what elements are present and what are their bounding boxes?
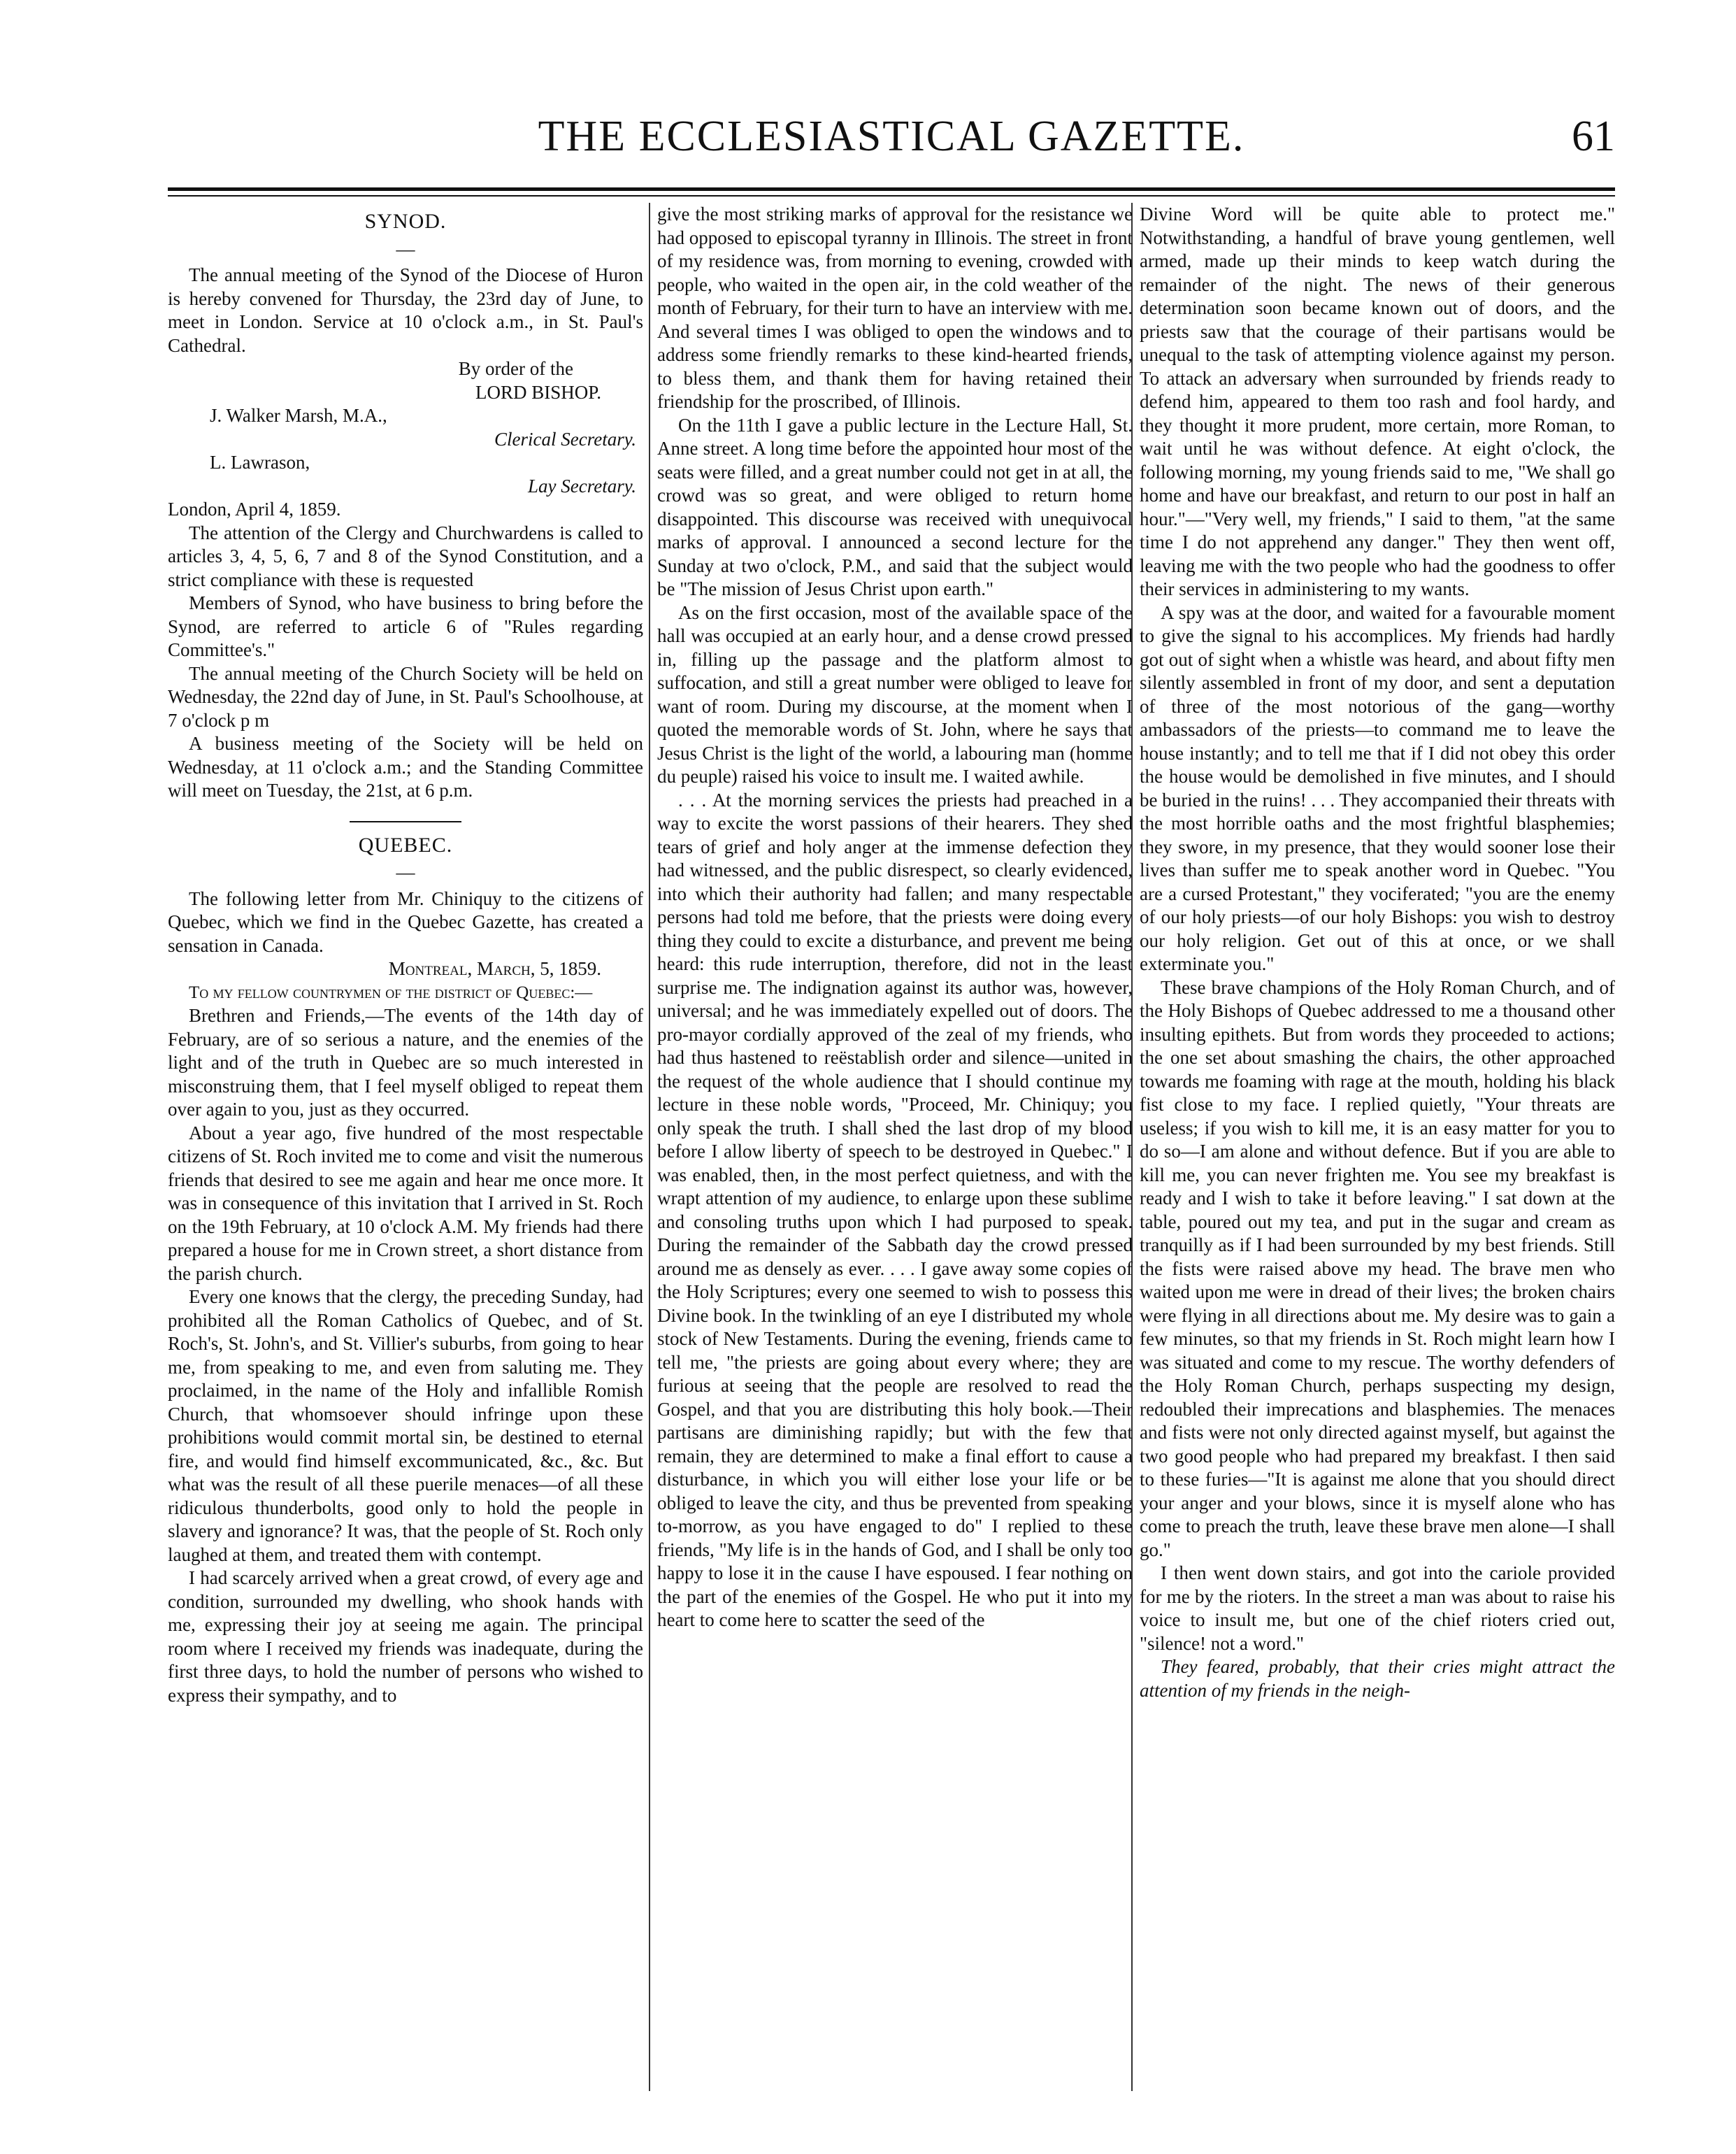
- quebec-dash: —: [396, 862, 415, 883]
- header-rule-thin: [168, 195, 1615, 197]
- letter-paragraph: They feared, probably, that their cries might attract the attention of my friends in the neigh-: [1140, 1656, 1615, 1701]
- synod-heading: SYNOD.: [364, 210, 447, 233]
- letter-paragraph: A spy was at the door, and waited for a favourable moment to give the signal to his accomplices. My friends had hardly got out of sight when a whistle was heard, and about fifty men silently assembled in front of my door, and sent a deputation of three of the most notorious of the gang—worthy ambassadors of the priests—to command me to leave the house instantly; and to tell me that if I did not obey this order the house would be demolished in five minutes, and I should be buried in the ruins! . . . They accompanied their threats with the most horrible oaths and the most frightful blasphemies; they swore, in my presence, that they would sooner lose their lives than suffer me to speak another word in Quebec. "You are a cursed Protestant," they vociferated; "you are the enemy of our holy priests—of our holy Bishops: you wish to destroy our holy religion. Get out of this at once, or we shall exterminate you.": [1140, 601, 1615, 974]
- letter-paragraph: give the most striking marks of approval for the resistance we had opposed to episcopal tyranny in Illinois. The street in front of my residence was, from morning to evening, crowded with people, who waited in the open air, in the cold weather of the month of February, for their turn to have an interview with me. And several times I was obliged to open the windows and to address some friendly remarks to these kind-hearted friends, to bless them, and thank them for having retained their friendship for the proscribed, of Illinois.: [657, 204, 1133, 412]
- quebec-intro: The following letter from Mr. Chiniquy to the citizens of Quebec, which we find in the Quebec Gazette, has created a sensation in Canada.: [168, 887, 643, 956]
- lay-secretary-name: L. Lawrason,: [210, 452, 310, 473]
- by-order-line: By order of the: [458, 358, 573, 379]
- letter-paragraph: These brave champions of the Holy Roman Church, and of the Holy Bishops of Quebec addressed to me a thousand other insulting epithets. But from words they proceeded to actions; the one set about smashing the chairs, the other approached towards me foaming with rage at the mouth, holding his black fist close to my face. I replied quietly, "Your threats are useless; if you wish to kill me, it is an easy matter for you to do so—I am alone and without defence. But if you are able to kill me, you can never frighten me. You see my breakfast is ready and I wish to take it before leaving." I sat down at the table, poured out my tea, and put in the sugar and cream as tranquilly as if I had been surrounded by my best friends. Still the fists were raised above my head. The brave men who waited upon me were in dread of their lives; the broken chairs were flying in all directions about me. My desire was to gain a few minutes, so that my friends in St. Roch might learn how I was situated and come to my rescue. The worthy defenders of the Holy Roman Church, perhaps suspecting my design, redoubled their imprecations and blasphemies. The menaces and fists were not only directed against myself, but against the two good people who had prepared my breakfast. I then said to these furies—"It is against me alone that you should direct your anger and your blows, since it is myself alone who has come to preach the truth, leave these brave men alone—I shall go.": [1140, 976, 1615, 1560]
- column-1: [168, 203, 643, 2091]
- letter-salutation: To my fellow countrymen of the district of Quebec:—: [189, 983, 593, 1002]
- letter-dateline: Montreal, March, 5, 1859.: [388, 958, 601, 979]
- letter-paragraph: . . . At the morning services the priests had preached in a way to excite the worst passions of their hearers. They shed tears of grief and holy anger at the immense defection they had witnessed, and the public disrespect, so clearly evidenced, into which their authority had fallen; and many respectable persons had told me before, that the priests were doing every thing they could to excite a disturbance, and prevent me being heard: this rude interruption, therefore, did not in the least surprise me. The indignation against its author was, however, universal; and he was immediately expelled out of doors. The pro-mayor cordially approved of the zeal of my friends, who had thus hastened to reëstablish order and silence—united in the request of the whole audience that I should continue my lecture in these noble words, "Proceed, Mr. Chiniquy; you only speak the truth. I shall shed the last drop of my blood before I allow liberty of speech to be destroyed in Quebec." I was enabled, then, in the most perfect quietness, and with the wrapt attention of my audience, to enlarge upon these sublime and consoling truths upon which I had purposed to speak. During the remainder of the Sabbath day the crowd pressed around me as densely as ever. . . . I gave away some copies of the Holy Scriptures; every one seemed to wish to possess this Divine book. In the twinkling of an eye I distributed my whole stock of New Testaments. During the evening, friends came to tell me, "the priests are going about every where; they are furious at seeing that the people are resolved to read the Gospel, and that you are distributing this holy book.—Their partisans are diminishing rapidly; but with the few that remain, they are determined to make a final effort to cause a disturbance, in which you will either lose your life or be obliged to leave the city, and thus be prevented from speaking to-morrow, as you have engaged to do" I replied to these friends, "My life is in the hands of God, and I shall be only too happy to lose it in the cause I have espoused. I fear nothing on the part of the enemies of the Gospel. He who put it into my heart to come here to scatter the seed of the: [657, 789, 1133, 1630]
- newspaper-title: THE ECCLESIASTICAL GAZETTE.: [538, 113, 1245, 160]
- synod-date: London, April 4, 1859.: [168, 499, 341, 520]
- page-header: [168, 112, 1615, 182]
- business-meeting-notice: A business meeting of the Society will be held on Wednesday, at 11 o'clock a.m.; and the Standing Committee will meet on Tuesday, the 21st, at 6 p.m.: [168, 733, 643, 801]
- synod-notice: The annual meeting of the Synod of the Diocese of Huron is hereby convened for Thursday, the 23rd day of June, to meet in London. Service at 10 o'clock a.m., in St. Paul's Cathedral.: [168, 264, 643, 356]
- synod-members-notice: Members of Synod, who have business to bring before the Synod, are referred to article 6 of "Rules regarding Committee's.": [168, 592, 643, 660]
- letter-paragraph: I then went down stairs, and got into the cariole provided for me by the rioters. In the street a man was about to raise his voice to insult me, but one of the chief rioters cried out, "silence! not a word.": [1140, 1562, 1615, 1654]
- section-divider: [350, 821, 461, 822]
- church-society-notice: The annual meeting of the Church Society will be held on Wednesday, the 22nd day of June, in St. Paul's Schoolhouse, at 7 o'clock p m: [168, 662, 643, 731]
- clerical-secretary-title: Clerical Secretary.: [494, 428, 636, 450]
- lay-secretary-title: Lay Secretary.: [528, 475, 636, 497]
- letter-paragraph: Divine Word will be quite able to protect me." Notwithstanding, a handful of brave young gentlemen, well armed, made up their minds to keep watch during the remainder of the night. The news of their generous determination soon became known out of doors, and the priests saw that the courage of their partisans would be unequal to the task of attempting violence against my person. To attack an adversary when surrounded by friends ready to defend him, appeared to them too rash and fool hardy, and they thought it more prudent, more certain, more Roman, to wait until he was without defence. At eight o'clock, the following morning, my young friends said to me, "We shall go home and have our breakfast, and return to our post in half an hour."—"Very well, my friends," I said to them, "at the same time I do not apprehend any danger." They then went off, leaving me with the two people who had the goodness to offer their services in administering to my wants.: [1140, 204, 1615, 599]
- quebec-heading: QUEBEC.: [358, 833, 453, 857]
- letter-paragraph: About a year ago, five hundred of the most respectable citizens of St. Roch invited me to come and visit the numerous friends that desired to see me again and hear me once more. It was in consequence of this invitation that I arrived in St. Roch on the 19th February, at 10 o'clock A.M. My friends had there prepared a house for me in Crown street, a short distance from the parish church.: [168, 1122, 643, 1284]
- header-rule-thick: [168, 187, 1615, 191]
- letter-paragraph: Brethren and Friends,—The events of the 14th day of February, are of so serious a nature, and the enemies of the light and of the truth in Quebec are so much interested in misconstruing them, that I feel myself obliged to repeat them over again to you, just as they occurred.: [168, 1005, 643, 1120]
- letter-paragraph: As on the first occasion, most of the available space of the hall was occupied at an early hour, and a dense crowd pressed in, filling up the passage and the platform almost to suffocation, and still a great number were obliged to leave for want of room. During my discourse, at the moment when I quoted the memorable words of St. John, where he says that Jesus Christ is the light of the world, a labouring man (homme du peuple) raised his voice to insult me. I waited awhile.: [657, 601, 1133, 787]
- page-number: 61: [1572, 113, 1615, 160]
- column-separator: [649, 203, 650, 2091]
- lord-bishop: LORD BISHOP.: [475, 381, 601, 403]
- letter-paragraph: Every one knows that the clergy, the preceding Sunday, had prohibited all the Roman Catholics of Quebec, and of St. Roch's, St. John's, and St. Villier's suburbs, from going to hear me, from speaking to me, and even from saluting me. They proclaimed, in the name of the Holy and infallible Romish Church, that whomsoever should infringe upon these prohibitions would commit mortal sin, be destined to eternal fire, and would find himself excommunicated, &c., &c. But what was the result of all these puerile menaces—of all these ridiculous thunderbolts, good only to hold the people in slavery and ignorance? It was, that the people of St. Roch only laughed at them, and treated them with contempt.: [168, 1286, 643, 1565]
- letter-paragraph: I had scarcely arrived when a great crowd, of every age and condition, surrounded my dwelling, who shook hands with me, expressing their joy at seeing me again. The principal room where I received my friends was inadequate, during the first three days, to hold the number of persons who wished to express their sympathy, and to: [168, 1567, 643, 1706]
- clerical-secretary-name: J. Walker Marsh, M.A.,: [210, 405, 387, 426]
- synod-articles-notice: The attention of the Clergy and Churchwardens is called to articles 3, 4, 5, 6, 7 and 8 of the Synod Constitution, and a strict compliance with these is requested: [168, 522, 643, 590]
- column-3: [1140, 203, 1615, 2091]
- synod-dash: —: [396, 238, 415, 259]
- letter-paragraph: On the 11th I gave a public lecture in the Lecture Hall, St. Anne street. A long time before the appointed hour most of the seats were filled, and a great number could not get in at all, the crowd was so great, and were obliged to return home disappointed. This discourse was received with unequivocal marks of approval. I announced a second lecture for the Sunday at two o'clock, P.M., and said that the subject would be "The mission of Jesus Christ upon earth.": [657, 414, 1133, 599]
- column-2: [657, 203, 1133, 2091]
